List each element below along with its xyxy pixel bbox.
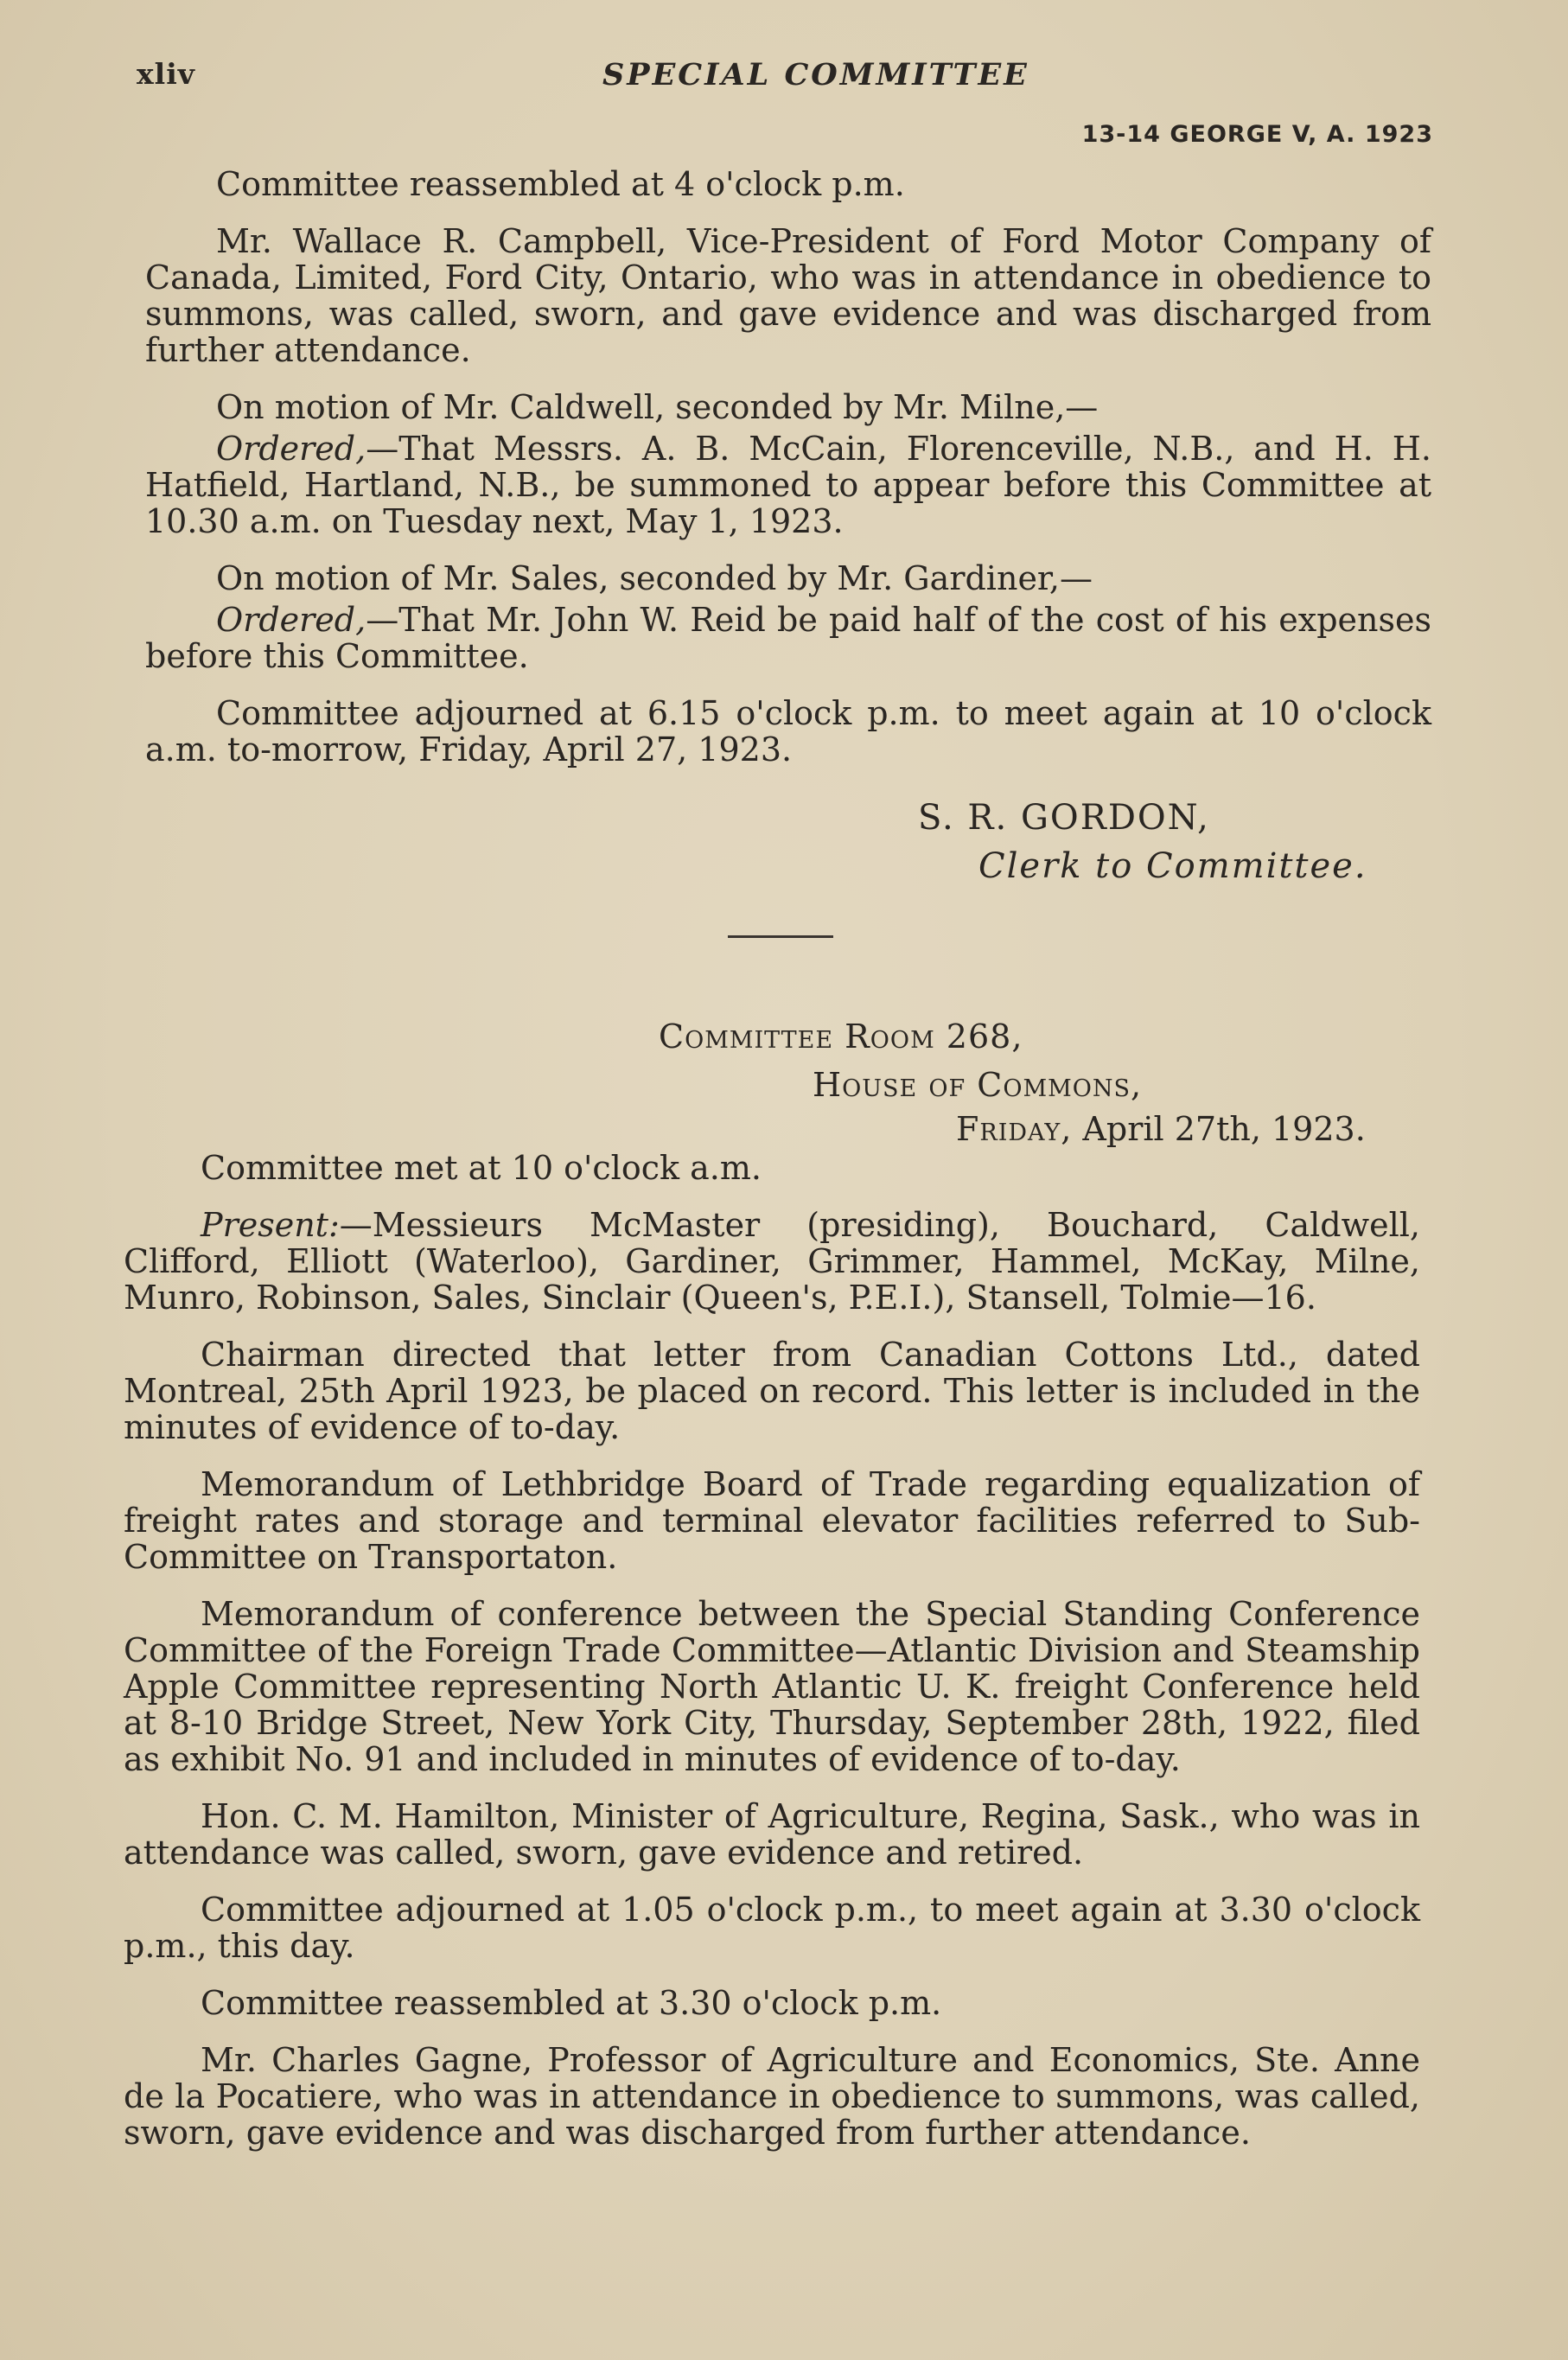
ordered-label: Ordered,: [216, 601, 367, 639]
page-number: xliv: [137, 57, 195, 91]
running-title: SPECIAL COMMITTEE: [602, 57, 1029, 92]
paragraph: Committee reassembled at 4 o'clock p.m.: [216, 165, 905, 203]
ordered-label: Ordered,: [216, 430, 367, 468]
paragraph: [145, 602, 1431, 674]
minutes-part-1: [145, 166, 1431, 788]
paragraph: Committee reassembled at 3.30 o'clock p.m.: [201, 1984, 942, 2022]
paragraph-text: —That Mr. John W. Reid be paid half of the cost of his expenses before this Committee.: [145, 601, 1431, 675]
paragraph: On motion of Mr. Sales, seconded by Mr. Gardiner,—: [216, 559, 1093, 597]
section-divider: [728, 935, 833, 938]
meeting-date: [956, 1111, 1366, 1147]
paragraph-text: —That Messrs. A. B. McCain, Florenceville, N.B., and H. H. Hatfield, Hartland, N.B., be summoned to appear before this Committee at 10.30 a.m. on Tuesday next, May 1, 1923.: [145, 430, 1431, 540]
paragraph: Hon. C. M. Hamilton, Minister of Agriculture, Regina, Sask., who was in attendance was called, sworn, gave evidence and retired.: [124, 1797, 1420, 1872]
paragraph: Mr. Charles Gagne, Professor of Agriculture and Economics, Ste. Anne de la Pocatiere, who was in attendance in obedience to summons, was called, sworn, gave evidence and was discharged from further attendance.: [124, 2041, 1420, 2152]
meeting-day: Friday,: [956, 1110, 1073, 1148]
clerk-name: S. R. GORDON,: [918, 798, 1210, 838]
paragraph: Mr. Wallace R. Campbell, Vice-President of Ford Motor Company of Canada, Limited, Ford City, Ontario, who was in attendance in obedience to summons, was called, sworn, and gave evidence and was discharged from further attendance.: [145, 222, 1431, 369]
paragraph: Committee met at 10 o'clock a.m.: [201, 1149, 762, 1187]
paragraph-text: —Messieurs McMaster (presiding), Bouchard, Caldwell, Clifford, Elliott (Waterloo), Gardiner, Grimmer, Hammel, McKay, Milne, Munro, Robinson, Sales, Sinclair (Queen's, P.E.I.), Stansell, Tolmie—16.: [124, 1206, 1420, 1317]
paragraph: [124, 1207, 1420, 1316]
house-of-commons: House of Commons,: [813, 1066, 1143, 1104]
minutes-part-2: [124, 1150, 1420, 2172]
paragraph: Committee adjourned at 6.15 o'clock p.m. to meet again at 10 o'clock a.m. to-morrow, Friday, April 27, 1923.: [145, 694, 1431, 769]
present-label: Present:: [201, 1206, 340, 1244]
committee-room: Committee Room 268,: [659, 1017, 1023, 1056]
session-header: 13-14 GEORGE V, A. 1923: [1081, 121, 1433, 148]
paragraph: Committee adjourned at 1.05 o'clock p.m., to meet again at 3.30 o'clock p.m., this day.: [124, 1891, 1420, 1965]
clerk-title: Clerk to Committee.: [978, 846, 1367, 886]
paragraph: Memorandum of Lethbridge Board of Trade regarding equalization of freight rates and storage and terminal elevator facilities referred to Sub-Committee on Transportaton.: [124, 1465, 1420, 1576]
signature-block: [918, 794, 1367, 890]
paragraph: On motion of Mr. Caldwell, seconded by Mr. Milne,—: [216, 388, 1099, 426]
paragraph: Memorandum of conference between the Special Standing Conference Committee of the Foreign Trade Committee—Atlantic Division and Steamship Apple Committee representing North Atlantic U. K. freight Conference held at 8-10 Bridge Street, New York City, Thursday, September 28th, 1922, filed as exhibit No. 91 and included in minutes of evidence of to-day.: [124, 1595, 1420, 1778]
paragraph: [145, 431, 1431, 539]
meeting-date-text: April 27th, 1923.: [1082, 1110, 1366, 1148]
paragraph: Chairman directed that letter from Canadian Cottons Ltd., dated Montreal, 25th April 1923, be placed on record. This letter is included in the minutes of evidence of to-day.: [124, 1336, 1420, 1446]
